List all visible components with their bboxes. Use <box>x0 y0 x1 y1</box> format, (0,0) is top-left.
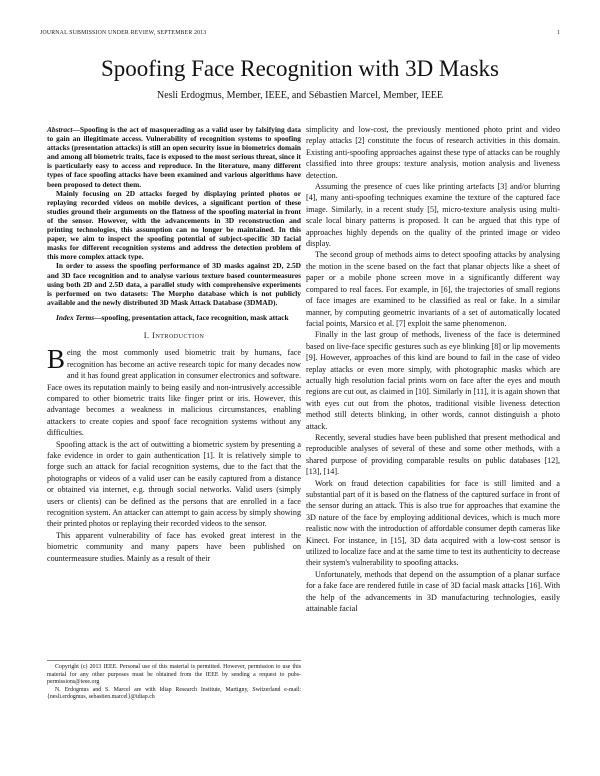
drop-cap: B <box>47 344 66 375</box>
abstract-label: Abstract <box>47 125 73 134</box>
right-column <box>306 124 560 614</box>
footnote-affiliation: N. Erdogmus and S. Marcel are with Idiap Research Institute, Martigny, Switzerland e-mail: {nesli.erdogmus, sebastien.marcel}@idiap.ch <box>47 686 301 701</box>
paper-title: Spoofing Face Recognition with 3D Masks <box>101 56 499 81</box>
right-p6: Work on fraud detection capabilities for face is still limited and a substantial part of it is based on the flatness of the captured surface in front of the sensor during an attack. This is also true for approaches that examine the 3D nature of the face by employing additional devices, which is much more realistic now with the introduction of affordable consumer depth cameras like Kinect. For instance, in [15], 3D data acquired with a low-cost sensor is utilized to localize face and at the same time to test its authenticity to decrease their system's vulnerability to spoofing attacks. <box>306 478 560 568</box>
journal-header: JOURNAL SUBMISSION UNDER REVIEW, SEPTEMBER 2013 <box>40 30 207 36</box>
paper-authors: Nesli Erdogmus, Member, IEEE, and Sébastien Marcel, Member, IEEE <box>156 90 444 101</box>
running-header <box>40 30 560 36</box>
right-p2: Assuming the presence of cues like printing artefacts [3] and/or blurring [4], many anti-spoofing techniques examine the texture of the captured face image. Similarly, in a recent study [5], micro-texture analysis using multi-scale local binary patterns is proposed. It can be argued that this type of approaches highly depends on the quality of the printed image or video display. <box>306 182 560 249</box>
abstract-p3: In order to assess the spoofing performance of 3D masks against 2D, 2.5D and 3D face recognition and to analyse various texture based countermeasures using both 2D and 2.5D data, a parallel study with comprehensive experiments is performed on two datasets: The Morpho database which is not publicly available and the newly distributed 3D Mask Attack Database (3DMAD). <box>47 261 301 307</box>
intro-p2: Spoofing attack is the act of outwitting a biometric system by presenting a fake evidence in order to gain authentication [1]. It is relatively simple to forge such an attack for facial recognition systems, due to the fact that the photographs or videos of a valid user can be easily captured from a distance or obtained via internet, e.g. through social networks. Valid users (simply users or clients) can be defined as the persons that are enrolled in a face recognition system. An attacker can attempt to gain access by simply showing their printed photos or replaying their recorded videos to the sensor. <box>47 439 301 529</box>
left-column <box>47 125 301 564</box>
abstract-p2: Mainly focusing on 2D attacks forged by displaying printed photos or replaying recorded videos on mobile devices, a significant portion of these studies ground their arguments on the flatness of the spoofing material in front of the sensor. However, with the advancements in 3D reconstruction and printing technologies, this assumption can no longer be maintained. In this paper, we aim to inspect the spoofing potential of subject-specific 3D facial masks for different recognition systems and address the detection problem of this more complex attack type. <box>47 188 301 262</box>
right-p1: simplicity and low-cost, the previously mentioned photo print and video replay attacks [2] constitute the focus of research activities in this domain. Existing anti-spoofing approaches against these type of attacks can be roughly classified into three groups: texture analysis, motion analysis and liveness detection. <box>306 125 560 180</box>
footnote-copyright: Copyright (c) 2013 IEEE. Personal use of this material is permitted. However, permission to use this material for any other purposes must be obtained from the IEEE by sending a request to pubs-permissions@ieee.org <box>47 664 301 686</box>
page-number: 1 <box>556 30 560 36</box>
right-p5: Recently, several studies have been published that present methodical and reproducible analyses of several of these and some other methods, with a shared purpose of providing comparable results on public databases [12], [13], [14]. <box>306 432 560 477</box>
abstract-p1: —Spoofing is the act of masquerading as a valid user by falsifying data to gain an illegitimate access. Vulnerability of recognition systems to spoofing attacks (presentation attacks) is still an open security issue in biometrics domain and among all biometric traits, face is exposed to the most serious threat, since it is particularly easy to access and reproduce. In the literature, many different types of face spoofing attacks have been examined and various algorithms have been proposed to detect them. <box>47 125 301 189</box>
intro-p3: This apparent vulnerability of face has evoked great interest in the biometric community and many papers have been published on countermeasure studies. Mainly as a result of their <box>47 530 301 563</box>
intro-p1: eing the most commonly used biometric trait by humans, face recognition has become an active research topic for many decades now and it has found great application in consumer electronics and software. Face owes its reputation mainly to being easily and non-intrusively accessible compared to other biometric traits like finger print or iris. However, this advantage becomes a weakness in malicious circumstances, enabling attackers to create copies and spoof face recognition systems without any difficulties. <box>47 348 301 438</box>
index-terms-label: Index Terms <box>56 312 95 322</box>
footnote <box>47 660 301 702</box>
right-p7: Unfortunately, methods that depend on the assumption of a planar surface for a fake face are rendered futile in case of 3D facial mask attacks [16]. With the help of the advancements in 3D manufacturing technologies, easily attainable facial <box>306 569 560 614</box>
right-p4: Finally in the last group of methods, liveness of the face is determined based on live-face specific gestures such as eye blinking [8] or lip movements [9]. However, approaches of this kind are bound to fail in the case of video replay attacks or even more simply, with photographic masks which are actually high resolution facial prints worn on face after the eyes and mouth regions are cut out, as claimed in [10]. Similarly in [11], it is again shown that with eyes cut out from the photos, traditional visible liveness detection method still detects blinking, in other words, cannot distinguish a photo attack. <box>306 330 560 431</box>
abstract <box>47 125 301 322</box>
section-heading-introduction: I. Introduction <box>143 330 205 340</box>
right-p3: The second group of methods aims to detect spoofing attacks by analysing the motion in the scene based on the fact that planar objects like a sheet of paper or a mobile phone screen move in a significantly different way compared to real faces. For example, in [6], the trajectories of small regions of face images are examined to be classified as real or fake. In a similar manner, by computing geometric invariants of a set of automatically located facial points, Marsico et al. [7] exploit the same phenomenon. <box>306 250 560 328</box>
index-terms-text: —spoofing, presentation attack, face recognition, mask attack <box>94 312 289 322</box>
